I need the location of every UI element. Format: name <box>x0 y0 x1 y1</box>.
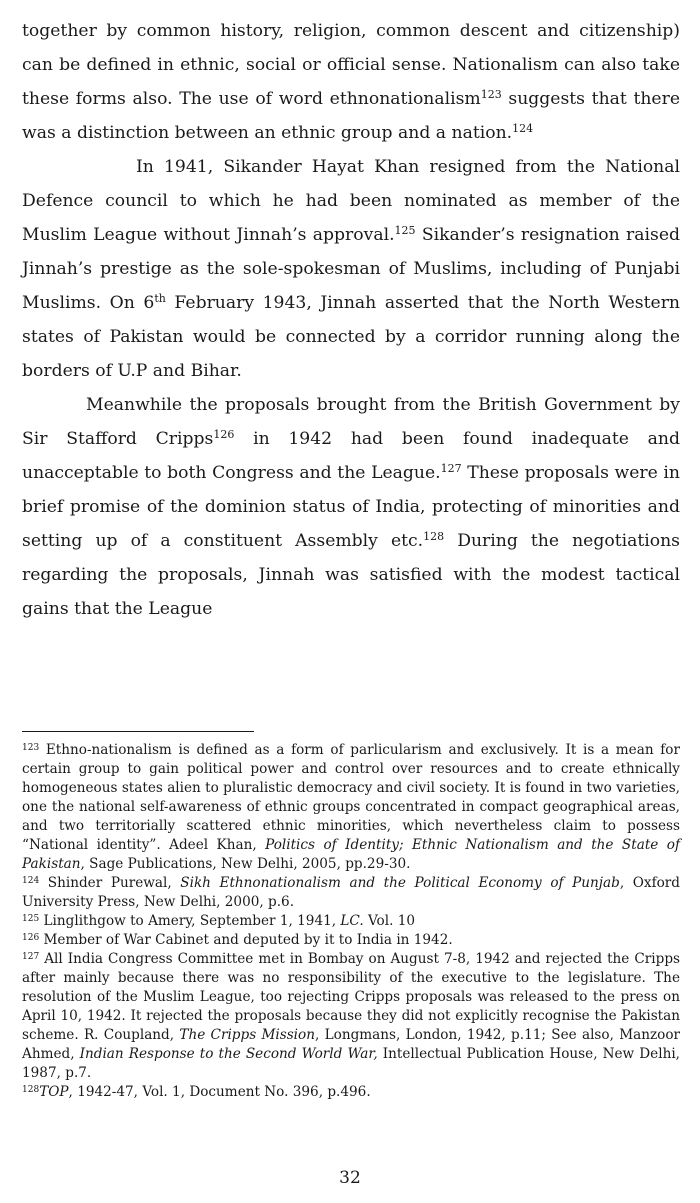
footnote-ref-123[interactable]: 123 <box>480 87 502 101</box>
footnote-text: Intellectual Publication House, New Delhi, 1987, p.7. <box>22 1046 680 1081</box>
main-text <box>22 14 680 626</box>
footnote-title: TOP <box>39 1084 69 1100</box>
paragraph-2-text: In 1941, Sikander Hayat Khan resigned from the National Defence council to which he had been nominated as member of the Muslim League without Jinnah’s approval. <box>22 157 680 245</box>
paragraph-3 <box>22 388 680 626</box>
footnote-ref-127[interactable]: 127 <box>440 461 462 475</box>
footnote-126 <box>22 931 680 950</box>
footnote-ref-126[interactable]: 126 <box>213 427 235 441</box>
paragraph-1 <box>22 14 680 150</box>
footnote-number: 125 <box>22 913 40 924</box>
footnote-number: 127 <box>22 951 40 962</box>
footnote-divider <box>22 731 254 732</box>
footnote-text: , Sage Publications, New Delhi, 2005, pp.29-30. <box>80 856 411 872</box>
paragraph-2-text-2: Sikander’s resignation raised Jinnah’s prestige as the sole-spokesman of Muslims, including of Punjabi Muslims. On 6 <box>22 225 681 313</box>
paragraph-3-text-4: During the negotiations regarding the proposals, Jinnah was satisfied with the modest tactical gains that the League <box>22 531 680 619</box>
footnote-text: , Longmans, London, 1942, p.11; See also, Manzoor Ahmed, <box>22 1027 680 1062</box>
footnote-text: Linglithgow to Amery, September 1, 1941, <box>39 913 341 929</box>
paragraph-3-text: Meanwhile the proposals brought from the British Government by Sir Stafford Cripps <box>22 395 680 449</box>
paragraph-1-text-2: suggests that there was a distinction between an ethnic group and a nation. <box>22 89 680 143</box>
footnote-number: 123 <box>22 742 40 753</box>
footnote-text: , 1942-47, Vol. 1, Document No. 396, p.496. <box>68 1084 371 1100</box>
paragraph-2 <box>22 150 680 388</box>
footnote-text: All India Congress Committee met in Bombay on August 7-8, 1942 and rejected the Cripps after mainly because there was no responsibility of the executive to the legislature. The resolution of the Muslim League, too rejecting Cripps proposals was released to the press on April 10, 1942. It rejected the proposals because they did not explicitly recognise the Pakistan scheme. R. Coupland, <box>22 951 680 1043</box>
footnote-number: 124 <box>22 875 40 886</box>
footnote-123 <box>22 741 680 874</box>
footnote-125 <box>22 912 680 931</box>
page-number: 32 <box>339 1168 361 1188</box>
footnote-128 <box>22 1083 680 1102</box>
footnote-text: Shinder Purewal, <box>39 875 181 891</box>
footnote-text: Vol. 10 <box>363 913 416 929</box>
paragraph-2-text-3: February 1943, Jinnah asserted that the North Western states of Pakistan would be connected by a corridor running along the borders of U.P and Bihar. <box>22 293 680 381</box>
footnote-text: Member of War Cabinet and deputed by it to India in 1942. <box>39 932 453 948</box>
footnote-title: Sikh Ethnonationalism and the Political Economy of Punjab <box>180 875 620 891</box>
footnote-number: 126 <box>22 932 40 943</box>
footnote-title: LC. <box>340 913 364 929</box>
footnote-title: Indian Response to the Second World War, <box>79 1046 378 1062</box>
footnotes <box>22 741 680 1102</box>
footnote-124 <box>22 874 680 912</box>
footnote-text: , Oxford University Press, New Delhi, 2000, p.6. <box>22 875 680 910</box>
paragraph-3-text-3: These proposals were in brief promise of the dominion status of India, protecting of minorities and setting up of a constituent Assembly etc. <box>22 463 680 551</box>
footnote-title: Politics of Identity; Ethnic Nationalism and the State of Pakistan <box>22 837 680 872</box>
paragraph-3-text-2: in 1942 had been found inadequate and unacceptable to both Congress and the League. <box>22 429 681 483</box>
page-body <box>22 14 680 626</box>
footnote-text: Ethno-nationalism is defined as a form of parlicularism and exclusively. It is a mean for certain group to gain political power and control over resources and to create ethnically homogeneous states alien to pluralistic democracy and civil society. It is found in two varieties, one the national self-awareness of ethnic groups concentrated in compact geographical areas, and two territorially scattered ethnic minorities, which nevertheless claim to possess “National identity”. Adeel Khan, <box>22 742 680 853</box>
footnote-ref-124[interactable]: 124 <box>512 121 534 135</box>
footnote-ref-128[interactable]: 128 <box>423 529 445 543</box>
footnote-number: 128 <box>22 1084 40 1095</box>
paragraph-1-text: together by common history, religion, common descent and citizenship) can be defined in ethnic, social or official sense. Nationalism can also take these forms also. The use of word ethnonationalism <box>22 21 680 109</box>
footnote-127 <box>22 950 680 1083</box>
footnote-ref-125[interactable]: 125 <box>394 223 416 237</box>
footnote-title: The Cripps Mission <box>179 1027 315 1043</box>
ordinal-suffix: th <box>154 291 166 305</box>
